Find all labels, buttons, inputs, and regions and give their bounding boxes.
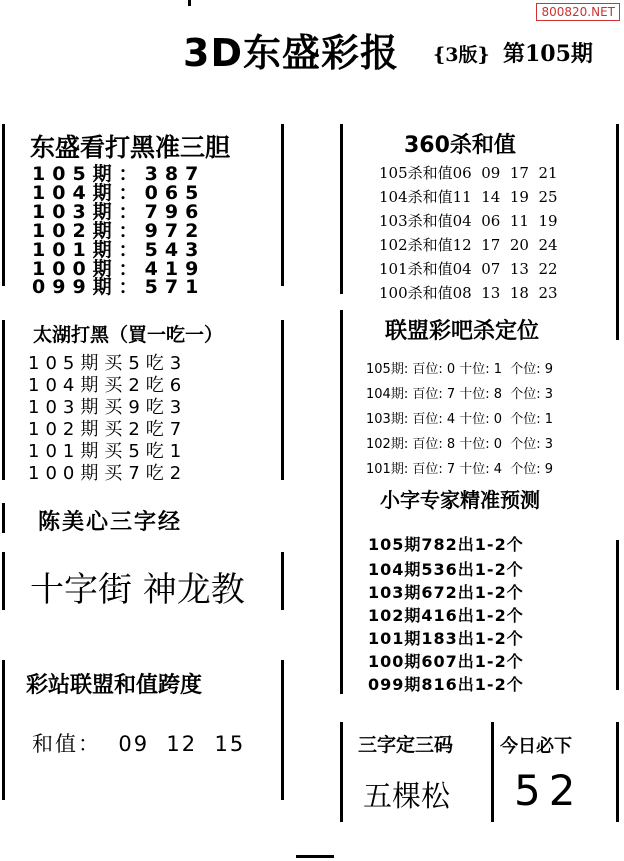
kill360-title: 360杀和值 xyxy=(404,133,516,158)
list-item: 100期：419 xyxy=(32,258,206,280)
box-divider xyxy=(491,722,494,822)
jinri-title: 今日必下 xyxy=(500,736,572,757)
list-item: 102期：972 xyxy=(32,220,206,242)
chen-title: 陈美心三字经 xyxy=(38,509,183,535)
mid-border xyxy=(281,552,284,610)
list-item: 101期: 百位: 7 十位: 4 个位: 9 xyxy=(366,462,554,477)
left-border xyxy=(2,503,5,533)
caizhan-line: 和值： 09 12 15 xyxy=(32,732,246,756)
left-border xyxy=(2,124,5,286)
caizhan-title: 彩站联盟和值跨度 xyxy=(26,672,203,698)
mid-border xyxy=(281,320,284,480)
list-item: 104期536出1-2个 xyxy=(368,560,524,579)
list-item: 102期买2吃7 xyxy=(28,419,188,440)
list-item: 100期607出1-2个 xyxy=(368,652,524,671)
lianmeng-title: 联盟彩吧杀定位 xyxy=(385,318,540,344)
list-item: 099期：571 xyxy=(32,276,206,298)
mid-border xyxy=(281,660,284,800)
list-item: 099期816出1-2个 xyxy=(368,675,524,694)
top-divider xyxy=(188,0,191,6)
xiaozi-title: 小字专家精准预测 xyxy=(380,488,540,512)
list-item: 105杀和值06 09 17 21 xyxy=(379,164,558,182)
left-border xyxy=(2,660,5,800)
list-item: 105期：387 xyxy=(32,163,206,185)
list-item: 104杀和值11 14 19 25 xyxy=(379,188,558,206)
mid-border xyxy=(340,310,343,694)
list-item: 101期：543 xyxy=(32,239,206,261)
left-border xyxy=(2,552,5,610)
mid-border xyxy=(340,722,343,822)
list-item: 103期672出1-2个 xyxy=(368,583,524,602)
jinri-value: 52 xyxy=(514,766,584,815)
list-item: 104期：065 xyxy=(32,182,206,204)
right-border xyxy=(616,540,619,690)
list-item: 103期：796 xyxy=(32,201,206,223)
sanzi-value: 五棵松 xyxy=(363,779,451,813)
list-item: 101期买5吃1 xyxy=(28,441,188,462)
list-item: 102期: 百位: 8 十位: 0 个位: 3 xyxy=(366,437,554,452)
right-border xyxy=(616,722,619,822)
left-border xyxy=(2,320,5,480)
chen-phrase: 十字街 神龙教 xyxy=(30,570,245,610)
taihu-title: 太湖打黑（買一吃一） xyxy=(33,324,224,346)
right-border xyxy=(616,124,619,340)
sanzi-title: 三字定三码 xyxy=(358,734,454,756)
list-item: 100期买7吃2 xyxy=(28,463,188,484)
mid-border xyxy=(340,124,343,294)
list-item: 102期416出1-2个 xyxy=(368,606,524,625)
list-item: 104期买2吃6 xyxy=(28,375,188,396)
list-item: 105期: 百位: 0 十位: 1 个位: 9 xyxy=(366,362,554,377)
list-item: 102杀和值12 17 20 24 xyxy=(379,236,558,254)
list-item: 105期782出1-2个 xyxy=(368,535,524,554)
issue-label: 第105期 xyxy=(503,41,593,67)
list-item: 101期183出1-2个 xyxy=(368,629,524,648)
list-item: 101杀和值04 07 13 22 xyxy=(379,260,558,278)
list-item: 104期: 百位: 7 十位: 8 个位: 3 xyxy=(366,387,554,402)
list-item: 103期: 百位: 4 十位: 0 个位: 1 xyxy=(366,412,554,427)
list-item: 105期买5吃3 xyxy=(28,353,188,374)
list-item: 100杀和值08 13 18 23 xyxy=(379,284,558,302)
mid-border xyxy=(281,124,284,286)
list-item: 103杀和值04 06 11 19 xyxy=(379,212,558,230)
page-title: 3D东盛彩报 xyxy=(183,31,399,75)
list-item: 103期买9吃3 xyxy=(28,397,188,418)
bottom-mark xyxy=(296,855,334,858)
watermark: 800820.NET xyxy=(536,3,620,21)
edition-label: {3版} xyxy=(433,44,490,66)
dongsheng-title: 东盛看打黑准三胆 xyxy=(30,133,231,162)
